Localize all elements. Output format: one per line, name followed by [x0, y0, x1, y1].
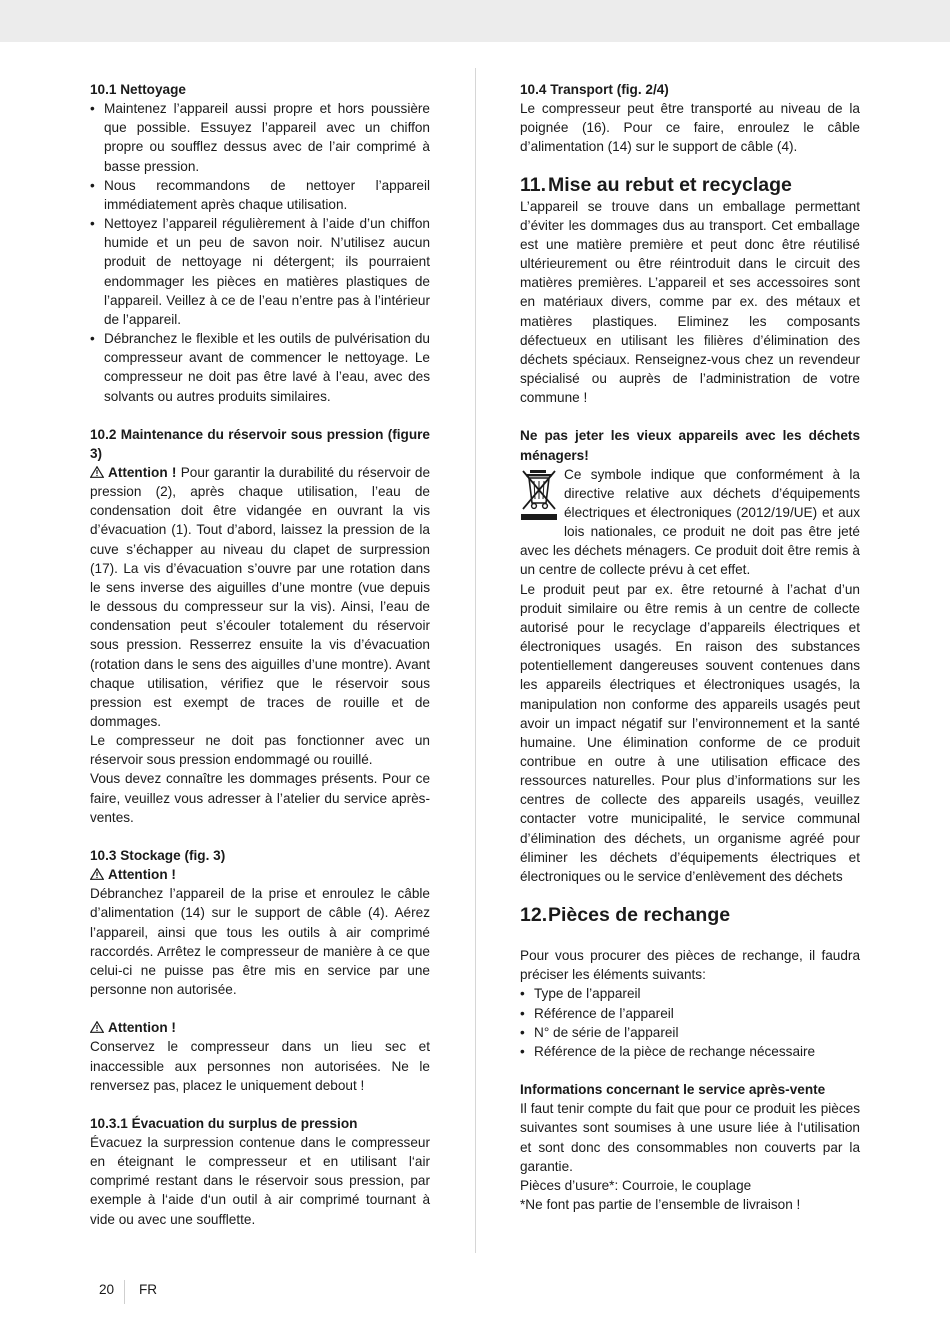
cleaning-list	[90, 99, 430, 406]
section-10-3-title: 10.3 Stockage (fig. 3)	[90, 847, 226, 863]
section-10-4-title: 10.4 Transport (fig. 2/4)	[520, 82, 669, 97]
spare-parts-list	[520, 984, 860, 1061]
service-subtitle: Informations concernant le service après-vente	[520, 1082, 826, 1098]
paragraph-text: Pour garantir la durabilité du réservoir de pression (2), après chaque utilisation, l’eau de condensation doit être vidangée en ouvrant la vis d’évacuation (1). Tout d’abord, laissez la pression de la cuve s’échapper au niveau du clapet de surpression (17). La vis d’évacuation s’ouvre par une rotation dans le sens inverse des aiguilles d’une montre (vue depuis le dessous du compresseur sur la vis). Ainsi, l’eau de condensation peut s’écouler totalement du réservoir sous pression. Resserrez ensuite la vis d’évacuation (rotation dans le sens des aiguilles d’une montre). Avant chaque utilisation, vérifiez que le réservoir sous pression est exempt de traces de rouille et de dommages.	[90, 464, 431, 729]
attention-line	[90, 865, 430, 884]
list-item: • Référence de la pièce de rechange nécessaire	[520, 1042, 860, 1061]
paragraph: Pour vous procurer des pièces de rechange, il faudra préciser les éléments suivants:	[520, 948, 860, 983]
page-number: 20	[99, 1282, 115, 1297]
weee-block	[520, 465, 860, 580]
list-item: • Nous recommandons de nettoyer l’appareil immédiatement après chaque utilisation.	[90, 176, 430, 214]
paragraph: Le compresseur peut être transporté au niveau de la poignée (16). Pour ce faire, enroulez le câble d’alimentation (14) sur le support de câble (4).	[520, 101, 860, 155]
paragraph: Le produit peut par ex. être retourné à l’achat d’un produit similaire ou être remis à un centre de collecte autorisé pour le recyclage d’appareils électriques et électroniques usagés. En raison des substances potentiellement dangereuses souvent contenues dans les appareils électriques et électroniques usagés, la manipulation non conforme des appareils usagés peut avoir un impact négatif sur l’environnement et la santé humaine. Une élimination conforme de ce produit contribue en outre à une utilisation efficace des ressources naturelles. Pour plus d’informations sur les centres de collecte des appareils usagés, veuillez contacter votre municipalité, le service communal d’élimination des déchets, un organisme agréé pour éliminer les déchets d’équipements électriques et électroniques ou le service d’enlèvement des déchets	[520, 581, 860, 884]
list-item: • Nettoyez l’appareil régulièrement à l’aide d’un chiffon humide et un peu de savon noir. N’utilisez aucun produit de nettoyage ni détergent; ils pourraient endommager les pièces en matières plastiques de l’appareil. Veillez à ce de l’eau n’entre pas à l’intérieur de l’appareil.	[90, 214, 430, 329]
footer-divider	[124, 1280, 125, 1304]
top-bar	[0, 0, 950, 42]
warning-icon	[90, 466, 104, 478]
section-number: 11.	[520, 173, 547, 196]
list-item: • N° de série de l’appareil	[520, 1023, 860, 1042]
warning-icon	[90, 1021, 104, 1033]
crossed-bin-icon	[520, 467, 558, 523]
paragraph: Pièces d’usure*: Courroie, le couplage	[520, 1177, 752, 1193]
paragraph: Débranchez l’appareil de la prise et enroulez le câble d’alimentation (14) sur le support de câble (4). Aérez l’appareil, ainsi que tous les outils à air comprimé raccordés. Arrêtez le compresseur de manière à ce que celui-ci ne puisse pas être mis en service par une personne non autorisée.	[90, 886, 430, 998]
weee-subtitle: Ne pas jeter les vieux appareils avec les déchets ménagers!	[520, 428, 860, 463]
attention-line	[90, 1018, 430, 1037]
list-item: • Type de l’appareil	[520, 984, 860, 1003]
attention-label: Attention !	[108, 867, 176, 883]
section-title: Pièces de rechange	[548, 904, 731, 927]
section-title: Mise au rebut et recyclage	[548, 173, 792, 196]
section-11-heading	[520, 173, 860, 197]
warning-icon	[90, 868, 104, 880]
paragraph: *Ne font pas partie de l’ensemble de livraison !	[520, 1196, 801, 1212]
paragraph: Vous devez connaître les dommages présents. Pour ce faire, veuillez vous adresser à l’atelier du service après-ventes.	[90, 771, 430, 825]
section-10-3-1-title: 10.3.1 Évacuation du surplus de pression	[90, 1115, 358, 1131]
column-divider	[475, 68, 476, 1253]
paragraph: Ce symbole indique que conformément à la directive relative aux déchets d’équipements électriques et électroniques (2012/19/UE) et aux lois nationales, ce produit ne doit pas être jeté avec les déchets ménagers. Ce produit doit être remis à un centre de collecte prévu à cet effet.	[520, 466, 860, 578]
paragraph	[90, 463, 430, 731]
attention-label: Attention !	[108, 464, 177, 480]
right-column	[520, 80, 860, 1214]
section-number: 12.	[520, 904, 548, 927]
list-item: • Débranchez le flexible et les outils de pulvérisation du compresseur avant de commencer le nettoyage. Le compresseur ne doit pas être lavé à l’eau, avec des solvants ou autres produits similaires.	[90, 329, 430, 406]
paragraph: Le compresseur ne doit pas fonctionner avec un réservoir sous pression endommagé ou rouillé.	[90, 733, 430, 768]
list-item: • Maintenez l’appareil aussi propre et hors poussière que possible. Essuyez l’appareil avec un chiffon propre ou soufflez dessus avec de l’air comprimé à basse pression.	[90, 99, 430, 176]
paragraph: Il faut tenir compte du fait que pour ce produit les pièces suivantes sont soumises à une usure liée à l‘utilisation et sont donc des consommables non couverts par la garantie.	[520, 1101, 860, 1174]
list-item: • Référence de l’appareil	[520, 1004, 860, 1023]
language-code: FR	[139, 1282, 158, 1297]
section-12-heading	[520, 903, 860, 927]
left-column	[90, 80, 430, 1229]
paragraph: Évacuez la surpression contenue dans le compresseur en éteignant le compresseur et en utilisant l‘air comprimé restant dans le réservoir sous pression, par exemple à l‘aide d‘un outil à air comprimé tournant à vide ou avec une soufflette.	[90, 1134, 430, 1227]
attention-label: Attention !	[108, 1020, 176, 1036]
section-10-2-title: 10.2 Maintenance du réservoir sous pression (figure 3)	[90, 426, 430, 461]
paragraph: Conservez le compresseur dans un lieu sec et inaccessible aux personnes non autorisées. Ne le renversez pas, placez le uniquement debout !	[90, 1039, 430, 1093]
section-10-1-title: 10.1 Nettoyage	[90, 82, 186, 97]
paragraph: L’appareil se trouve dans un emballage permettant d’éviter les dommages dus au transport. Cet emballage est une matière première et peut donc être réutilisé ultérieurement ou être réintroduit dans le circuit des matières premières. L’appareil et ses accessoires sont en matériaux divers, comme par ex. des métaux et matières plastiques. Eliminez les composants défectueux en utilisant les filières d’élimination des déchets spéciaux. Renseignez-vous chez un revendeur spécialisé ou auprès de l’administration de votre commune !	[520, 198, 860, 406]
